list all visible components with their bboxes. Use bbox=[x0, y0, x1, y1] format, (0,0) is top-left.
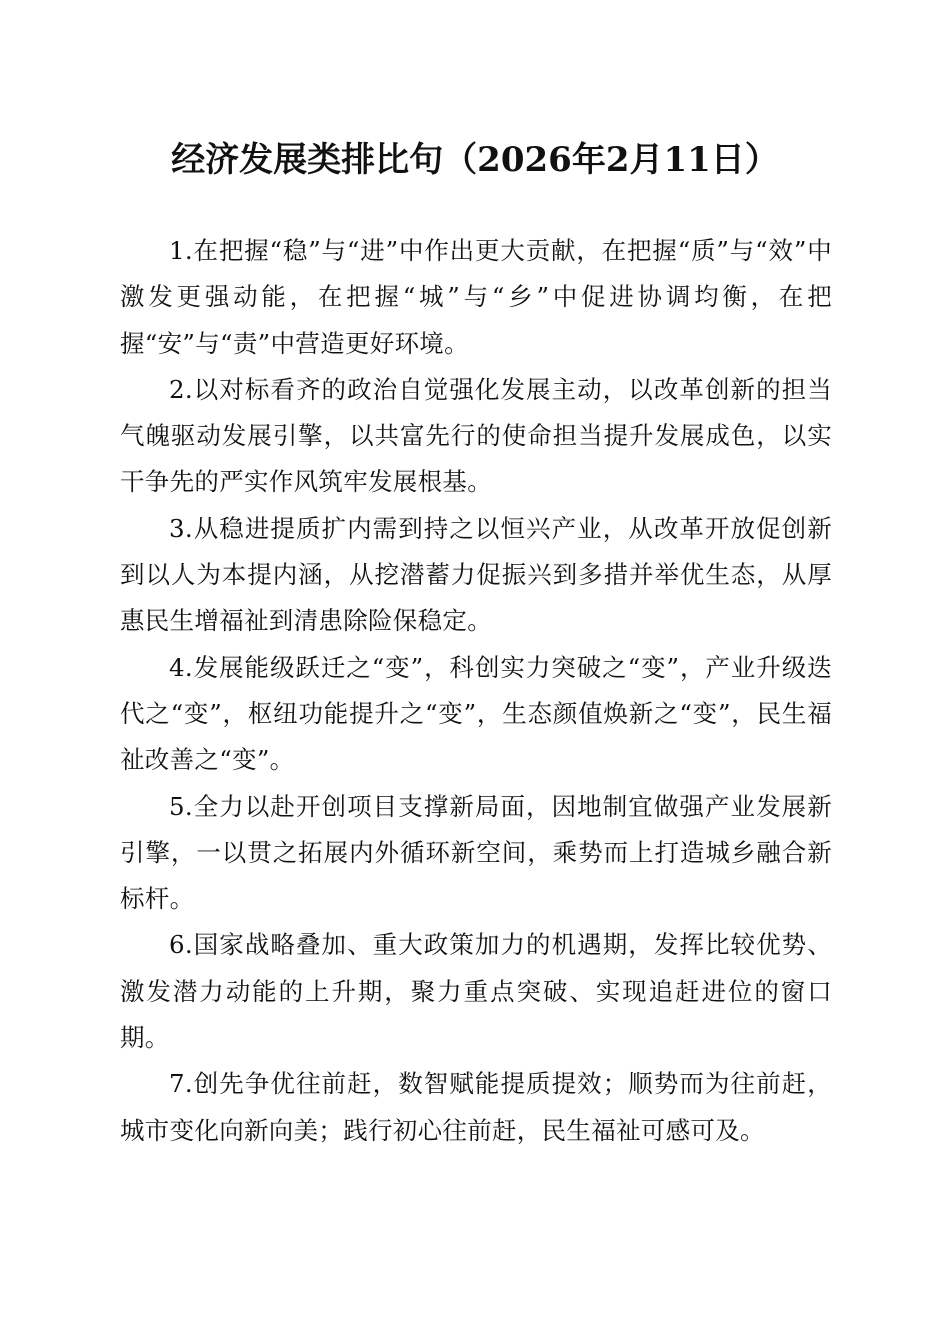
paragraph-4: 4.发展能级跃迁之“变”，科创实力突破之“变”，产业升级迭代之“变”，枢纽功能提升之“变”，生态颜值焕新之“变”，民生福祉改善之“变”。 bbox=[120, 652, 832, 775]
paragraph-6: 6.国家战略叠加、重大政策加力的机遇期，发挥比较优势、激发潜力动能的上升期，聚力重点突破、实现追赶进位的窗口期。 bbox=[120, 930, 832, 1053]
paragraph-5: 5.全力以赴开创项目支撑新局面，因地制宜做强产业发展新引擎，一以贯之拓展内外循环新空间，乘势而上打造城乡融合新标杆。 bbox=[120, 791, 832, 914]
paragraph-2: 2.以对标看齐的政治自觉强化发展主动，以改革创新的担当气魄驱动发展引擎，以共富先行的使命担当提升发展成色，以实干争先的严实作风筑牢发展根基。 bbox=[120, 374, 832, 497]
paragraph-7: 7.创先争优往前赶，数智赋能提质提效；顺势而为往前赶，城市变化向新向美；践行初心往前赶，民生福祉可感可及。 bbox=[120, 1069, 832, 1145]
document-title: 经济发展类排比句（2026年2月11日） bbox=[171, 140, 779, 180]
paragraph-1: 1.在把握“稳”与“进”中作出更大贡献，在把握“质”与“效”中激发更强动能，在把握“城”与“乡”中促进协调均衡，在把握“安”与“责”中营造更好环境。 bbox=[120, 236, 832, 358]
document-body bbox=[120, 228, 832, 1154]
paragraph-3: 3.从稳进提质扩内需到持之以恒兴产业，从改革开放促创新到以人为本提内涵，从挖潜蓄力促振兴到多措并举优生态，从厚惠民生增福祉到清患除险保稳定。 bbox=[120, 513, 832, 636]
